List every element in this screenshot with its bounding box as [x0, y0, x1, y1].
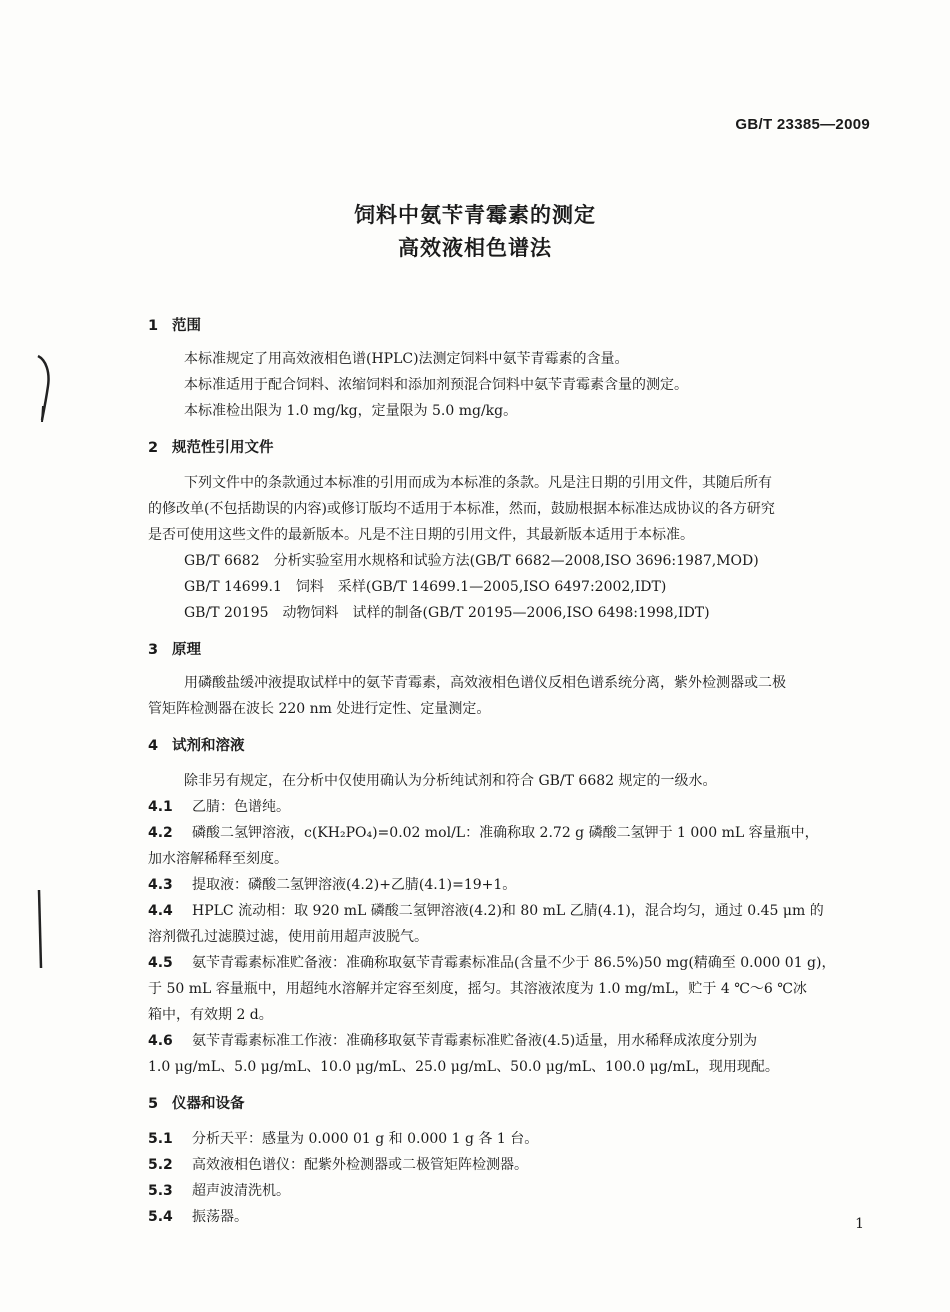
reference-item: GB/T 20195 动物饲料 试样的制备(GB/T 20195—2006,ISO 6498:1998,IDT) — [184, 605, 710, 621]
clause-4-3 — [148, 874, 878, 894]
clause-text: 氨苄青霉素标准贮备液：准确称取氨苄青霉素标准品(含量不少于 86.5%)50 mg(精确至 0.000 01 g)， — [192, 955, 836, 971]
paragraph-line: 本标准规定了用高效液相色谱(HPLC)法测定饲料中氨苄青霉素的含量。 — [184, 351, 629, 367]
document-title: 饲料中氨苄青霉素的测定 — [354, 203, 596, 227]
clause-number: 4.4 — [148, 903, 173, 919]
clause-text: 乙腈：色谱纯。 — [192, 799, 290, 815]
section-title: 试剂和溶液 — [172, 738, 245, 754]
section-heading-apparatus — [148, 1092, 245, 1113]
binding-mark-top — [30, 352, 56, 426]
clause-text: 超声波清洗机。 — [192, 1183, 290, 1199]
page-number: 1 — [855, 1216, 864, 1232]
clause-number: 4.6 — [148, 1033, 173, 1049]
paragraph-line: 溶剂微孔过滤膜过滤，使用前用超声波脱气。 — [148, 929, 428, 945]
section-title: 原理 — [172, 642, 201, 658]
paragraph-line: 本标准检出限为 1.0 mg/kg，定量限为 5.0 mg/kg。 — [184, 403, 518, 419]
paragraph-line: 1.0 μg/mL、5.0 μg/mL、10.0 μg/mL、25.0 μg/mL、50.0 μg/mL、100.0 μg/mL，现用现配。 — [148, 1059, 779, 1075]
clause-4-4 — [148, 900, 878, 920]
section-number: 1 — [148, 318, 159, 334]
paragraph-line: 用磷酸盐缓冲液提取试样中的氨苄青霉素，高效液相色谱仪反相色谱系统分离，紫外检测器或二极 — [184, 675, 786, 691]
clause-number: 4.1 — [148, 799, 173, 815]
section-heading-scope — [148, 314, 201, 335]
standard-number: GB/T 23385—2009 — [735, 116, 870, 133]
clause-4-5 — [148, 952, 878, 972]
clause-number: 5.2 — [148, 1157, 173, 1173]
clause-5-2 — [148, 1154, 878, 1174]
clause-text: 振荡器。 — [192, 1209, 248, 1225]
clause-5-1 — [148, 1128, 878, 1148]
section-title: 范围 — [172, 318, 201, 334]
paragraph-line: 管矩阵检测器在波长 220 nm 处进行定性、定量测定。 — [148, 701, 491, 717]
paragraph-line: 下列文件中的条款通过本标准的引用而成为本标准的条款。凡是注日期的引用文件，其随后所有 — [184, 475, 772, 491]
clause-number: 5.4 — [148, 1209, 173, 1225]
clause-4-6 — [148, 1030, 878, 1050]
reference-item: GB/T 6682 分析实验室用水规格和试验方法(GB/T 6682—2008,ISO 3696:1987,MOD) — [184, 553, 759, 569]
section-title: 规范性引用文件 — [172, 440, 274, 456]
clause-number: 4.2 — [148, 825, 173, 841]
clause-text: 磷酸二氢钾溶液，c(KH₂PO₄)=0.02 mol/L：准确称取 2.72 g 磷酸二氢钾于 1 000 mL 容量瓶中， — [192, 825, 819, 841]
section-title: 仪器和设备 — [172, 1096, 245, 1112]
section-heading-normative-references — [148, 436, 274, 457]
clause-number: 5.3 — [148, 1183, 173, 1199]
paragraph-line: 本标准适用于配合饲料、浓缩饲料和添加剂预混合饲料中氨苄青霉素含量的测定。 — [184, 377, 688, 393]
document-subtitle: 高效液相色谱法 — [398, 236, 552, 260]
clause-text: 提取液：磷酸二氢钾溶液(4.2)+乙腈(4.1)=19+1。 — [192, 877, 517, 893]
clause-4-2 — [148, 822, 878, 842]
clause-text: 氨苄青霉素标准工作液：准确移取氨苄青霉素标准贮备液(4.5)适量，用水稀释成浓度分别为 — [192, 1033, 758, 1049]
clause-number: 4.3 — [148, 877, 173, 893]
clause-number: 4.5 — [148, 955, 173, 971]
clause-text: HPLC 流动相：取 920 mL 磷酸二氢钾溶液(4.2)和 80 mL 乙腈(4.1)，混合均匀，通过 0.45 μm 的 — [192, 903, 824, 919]
section-heading-principle — [148, 638, 201, 659]
paragraph-line: 箱中，有效期 2 d。 — [148, 1007, 273, 1023]
clause-4-1 — [148, 796, 878, 816]
reference-item: GB/T 14699.1 饲料 采样(GB/T 14699.1—2005,ISO 6497:2002,IDT) — [184, 579, 667, 595]
clause-5-4 — [148, 1206, 878, 1226]
paragraph-line: 是否可使用这些文件的最新版本。凡是不注日期的引用文件，其最新版本适用于本标准。 — [148, 527, 694, 543]
paragraph-line: 加水溶解稀释至刻度。 — [148, 851, 288, 867]
clause-number: 5.1 — [148, 1131, 173, 1147]
section-heading-reagents — [148, 734, 245, 755]
paragraph-line: 的修改单(不包括勘误的内容)或修订版均不适用于本标准，然而，鼓励根据本标准达成协议的各方研究 — [148, 501, 775, 517]
section-number: 5 — [148, 1096, 159, 1112]
paragraph-line: 于 50 mL 容量瓶中，用超纯水溶解并定容至刻度，摇匀。其溶液浓度为 1.0 mg/mL，贮于 4 ℃～6 ℃冰 — [148, 981, 807, 997]
paragraph-line: 除非另有规定，在分析中仅使用确认为分析纯试剂和符合 GB/T 6682 规定的一级水。 — [184, 773, 717, 789]
binding-mark-bottom — [30, 888, 50, 970]
section-number: 3 — [148, 642, 159, 658]
clause-text: 高效液相色谱仪：配紫外检测器或二极管矩阵检测器。 — [192, 1157, 528, 1173]
section-number: 4 — [148, 738, 159, 754]
section-number: 2 — [148, 440, 159, 456]
clause-text: 分析天平：感量为 0.000 01 g 和 0.000 1 g 各 1 台。 — [192, 1131, 539, 1147]
clause-5-3 — [148, 1180, 878, 1200]
